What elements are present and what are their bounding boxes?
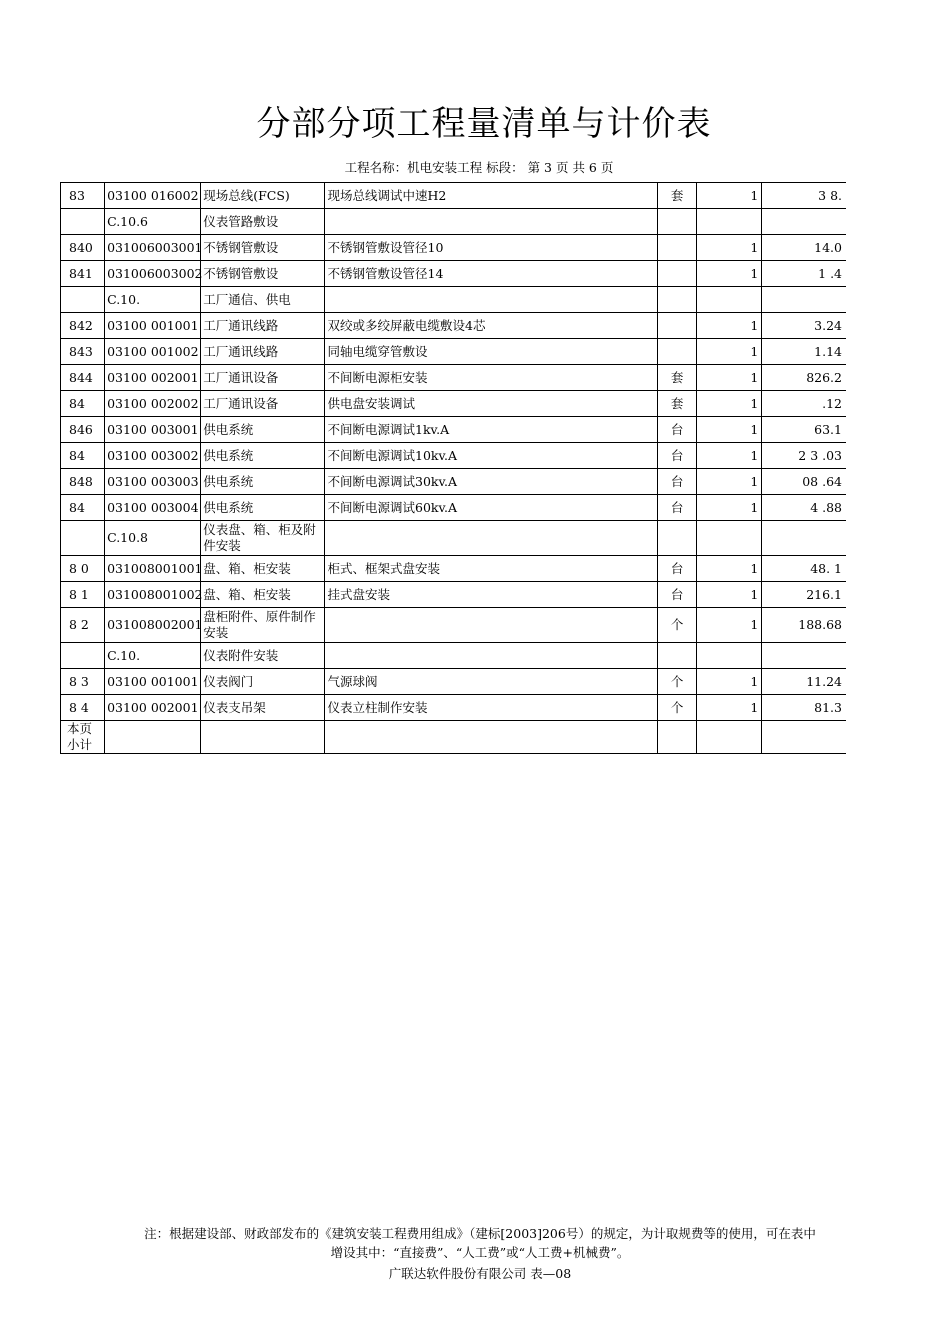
subtotal-empty-cell	[201, 721, 325, 754]
cell-quantity: 1	[697, 313, 762, 339]
cell-unit	[658, 235, 697, 261]
cell-item-code: 03100 002001	[105, 365, 201, 391]
cell-item-code: C.10.	[105, 643, 201, 669]
cell-item-description: 供电盘安装调试	[325, 391, 658, 417]
table-row	[61, 417, 847, 443]
cell-unit: 个	[658, 695, 697, 721]
cell-item-description: 双绞或多绞屏蔽电缆敷设4芯	[325, 313, 658, 339]
table-row	[61, 469, 847, 495]
cell-quantity: 1	[697, 365, 762, 391]
page-title: 分部分项工程量清单与计价表	[256, 104, 712, 144]
cell-unit-price: 81.3	[762, 695, 846, 721]
cell-quantity: 1	[697, 495, 762, 521]
table-row	[61, 582, 847, 608]
cell-unit-price: 3.24	[762, 313, 846, 339]
cell-unit: 套	[658, 391, 697, 417]
cell-item-code: 031006003001	[105, 235, 201, 261]
cell-item-description: 不锈钢管敷设管径10	[325, 235, 658, 261]
cell-unit-price: 2 3 .03	[762, 443, 846, 469]
cell-item-code: C.10.8	[105, 521, 201, 556]
cell-item-code: 031008001001	[105, 556, 201, 582]
cell-item-code: 03100 003002	[105, 443, 201, 469]
cell-item-name: 仪表阀门	[201, 669, 325, 695]
cell-item-code: 03100 002001	[105, 695, 201, 721]
table-row	[61, 313, 847, 339]
cell-unit-price	[762, 209, 846, 235]
cell-item-description	[325, 521, 658, 556]
cell-quantity: 1	[697, 469, 762, 495]
cell-item-code: 03100 003003	[105, 469, 201, 495]
cell-item-name: 工厂通讯设备	[201, 391, 325, 417]
footer-note-line1: 注：根据建设部、财政部发布的《建筑安装工程费用组成》（建标[2003]206号）的规定，为计取规费等的使用，可在表中	[144, 1226, 816, 1241]
cell-unit-price	[762, 643, 846, 669]
cell-item-no: 840	[61, 235, 105, 261]
cell-unit: 套	[658, 183, 697, 209]
subtotal-empty-cell	[697, 721, 762, 754]
cell-item-no: 83	[61, 183, 105, 209]
cell-item-description: 柜式、框架式盘安装	[325, 556, 658, 582]
cell-item-name: 仪表盘、箱、柜及附件安装	[201, 521, 325, 556]
cell-item-code: 03100 002002	[105, 391, 201, 417]
cell-item-no: 8 0	[61, 556, 105, 582]
cell-item-no: 8 4	[61, 695, 105, 721]
footer-company: 广联达软件股份有限公司 表—08	[388, 1266, 572, 1281]
cell-item-name: 盘、箱、柜安装	[201, 582, 325, 608]
cell-item-no: 843	[61, 339, 105, 365]
cell-unit	[658, 643, 697, 669]
cell-item-description	[325, 643, 658, 669]
cell-item-name: 现场总线(FCS)	[201, 183, 325, 209]
table-row	[61, 556, 847, 582]
cell-unit: 个	[658, 608, 697, 643]
table-row	[61, 183, 847, 209]
cell-unit-price	[762, 521, 846, 556]
cell-item-name: 仪表附件安装	[201, 643, 325, 669]
cell-unit: 台	[658, 582, 697, 608]
cell-unit-price: 08 .64	[762, 469, 846, 495]
cell-item-code: 03100 001001	[105, 669, 201, 695]
cell-quantity: 1	[697, 582, 762, 608]
bill-of-quantities-table	[60, 182, 846, 754]
cell-item-description: 挂式盘安装	[325, 582, 658, 608]
cell-item-name: 不锈钢管敷设	[201, 235, 325, 261]
cell-item-no: 84	[61, 495, 105, 521]
cell-unit-price: .12	[762, 391, 846, 417]
cell-item-no: 8 1	[61, 582, 105, 608]
cell-item-no: 8 3	[61, 669, 105, 695]
cell-quantity: 1	[697, 443, 762, 469]
cell-item-name: 盘柜附件、原件制作安装	[201, 608, 325, 643]
cell-unit: 台	[658, 469, 697, 495]
cell-unit-price: 14.0	[762, 235, 846, 261]
cell-unit: 个	[658, 669, 697, 695]
cell-item-name: 仪表支吊架	[201, 695, 325, 721]
cell-unit: 台	[658, 443, 697, 469]
cell-item-name: 仪表管路敷设	[201, 209, 325, 235]
subtotal-row	[61, 721, 847, 754]
cell-item-description	[325, 287, 658, 313]
cell-quantity: 1	[697, 261, 762, 287]
cell-item-no: 84	[61, 443, 105, 469]
cell-unit	[658, 209, 697, 235]
table-row	[61, 287, 847, 313]
cell-item-description: 同轴电缆穿管敷设	[325, 339, 658, 365]
cell-quantity: 1	[697, 669, 762, 695]
table-row	[61, 495, 847, 521]
cell-item-name: 供电系统	[201, 443, 325, 469]
cell-item-code: 03100 001002	[105, 339, 201, 365]
cell-quantity: 1	[697, 417, 762, 443]
cell-item-code: 03100 001001	[105, 313, 201, 339]
cell-quantity: 1	[697, 339, 762, 365]
cell-item-name: 工厂通讯线路	[201, 339, 325, 365]
cell-unit	[658, 521, 697, 556]
subtotal-empty-cell	[658, 721, 697, 754]
cell-item-no	[61, 521, 105, 556]
cell-item-description: 仪表立柱制作安装	[325, 695, 658, 721]
cell-item-name: 不锈钢管敷设	[201, 261, 325, 287]
cell-unit-price: 63.1	[762, 417, 846, 443]
cell-quantity: 1	[697, 608, 762, 643]
cell-quantity: 1	[697, 556, 762, 582]
table-row	[61, 261, 847, 287]
table-row	[61, 339, 847, 365]
cell-unit-price: 216.1	[762, 582, 846, 608]
table-row	[61, 521, 847, 556]
cell-unit: 台	[658, 417, 697, 443]
cell-item-no: 841	[61, 261, 105, 287]
cell-item-name: 供电系统	[201, 417, 325, 443]
cell-unit-price: 3 8.	[762, 183, 846, 209]
cell-item-name: 工厂通讯线路	[201, 313, 325, 339]
cell-item-code: 031006003002	[105, 261, 201, 287]
table-row	[61, 608, 847, 643]
cell-item-no: 8 2	[61, 608, 105, 643]
table-row	[61, 643, 847, 669]
cell-unit-price: 1.14	[762, 339, 846, 365]
cell-unit	[658, 287, 697, 313]
cell-item-no	[61, 209, 105, 235]
cell-item-name: 工厂通信、供电	[201, 287, 325, 313]
cell-item-code: 031008001002	[105, 582, 201, 608]
cell-item-description: 不间断电源调试1kv.A	[325, 417, 658, 443]
cell-item-code: C.10.6	[105, 209, 201, 235]
table-row	[61, 235, 847, 261]
cell-quantity	[697, 643, 762, 669]
cell-quantity	[697, 209, 762, 235]
project-info: 工程名称：机电安装工程 标段： 第 3 页 共 6 页	[344, 160, 614, 175]
cell-unit: 台	[658, 495, 697, 521]
cell-item-description	[325, 608, 658, 643]
cell-unit-price	[762, 287, 846, 313]
cell-item-code: C.10.	[105, 287, 201, 313]
cell-item-description	[325, 209, 658, 235]
cell-item-description: 气源球阀	[325, 669, 658, 695]
footer-note-line2: 增设其中：“直接费”、“人工费”或“人工费+机械费”。	[330, 1245, 630, 1260]
cell-quantity	[697, 287, 762, 313]
table-row	[61, 443, 847, 469]
cell-item-code: 03100 016002	[105, 183, 201, 209]
cell-quantity: 1	[697, 695, 762, 721]
cell-item-name: 供电系统	[201, 469, 325, 495]
cell-unit-price: 826.2	[762, 365, 846, 391]
table-row	[61, 391, 847, 417]
cell-item-code: 03100 003001	[105, 417, 201, 443]
cell-quantity: 1	[697, 235, 762, 261]
cell-item-no	[61, 287, 105, 313]
cell-unit	[658, 261, 697, 287]
cell-quantity	[697, 521, 762, 556]
cell-item-description: 不间断电源调试30kv.A	[325, 469, 658, 495]
cell-item-no: 848	[61, 469, 105, 495]
cell-unit: 台	[658, 556, 697, 582]
table-row	[61, 669, 847, 695]
table-row	[61, 365, 847, 391]
subtotal-label: 本页小计	[61, 721, 105, 754]
cell-unit-price: 4 .88	[762, 495, 846, 521]
cell-item-no	[61, 643, 105, 669]
cell-item-no: 84	[61, 391, 105, 417]
cell-item-no: 842	[61, 313, 105, 339]
cell-unit-price: 11.24	[762, 669, 846, 695]
cell-unit	[658, 313, 697, 339]
table-row	[61, 209, 847, 235]
cell-unit	[658, 339, 697, 365]
cell-item-no: 844	[61, 365, 105, 391]
cell-item-description: 不间断电源柜安装	[325, 365, 658, 391]
cell-item-name: 工厂通讯设备	[201, 365, 325, 391]
table-row	[61, 695, 847, 721]
cell-item-name: 盘、箱、柜安装	[201, 556, 325, 582]
subtotal-empty-cell	[325, 721, 658, 754]
cell-item-name: 供电系统	[201, 495, 325, 521]
cell-item-description: 不间断电源调试60kv.A	[325, 495, 658, 521]
cell-unit-price: 188.68	[762, 608, 846, 643]
cell-item-description: 不锈钢管敷设管径14	[325, 261, 658, 287]
cell-item-no: 846	[61, 417, 105, 443]
subtotal-empty-cell	[762, 721, 846, 754]
cell-unit-price: 48. 1	[762, 556, 846, 582]
cell-item-description: 不间断电源调试10kv.A	[325, 443, 658, 469]
cell-quantity: 1	[697, 391, 762, 417]
subtotal-empty-cell	[105, 721, 201, 754]
cell-quantity: 1	[697, 183, 762, 209]
cell-item-description: 现场总线调试中速H2	[325, 183, 658, 209]
cell-item-code: 03100 003004	[105, 495, 201, 521]
cell-item-code: 031008002001	[105, 608, 201, 643]
cell-unit-price: 1 .4	[762, 261, 846, 287]
cell-unit: 套	[658, 365, 697, 391]
